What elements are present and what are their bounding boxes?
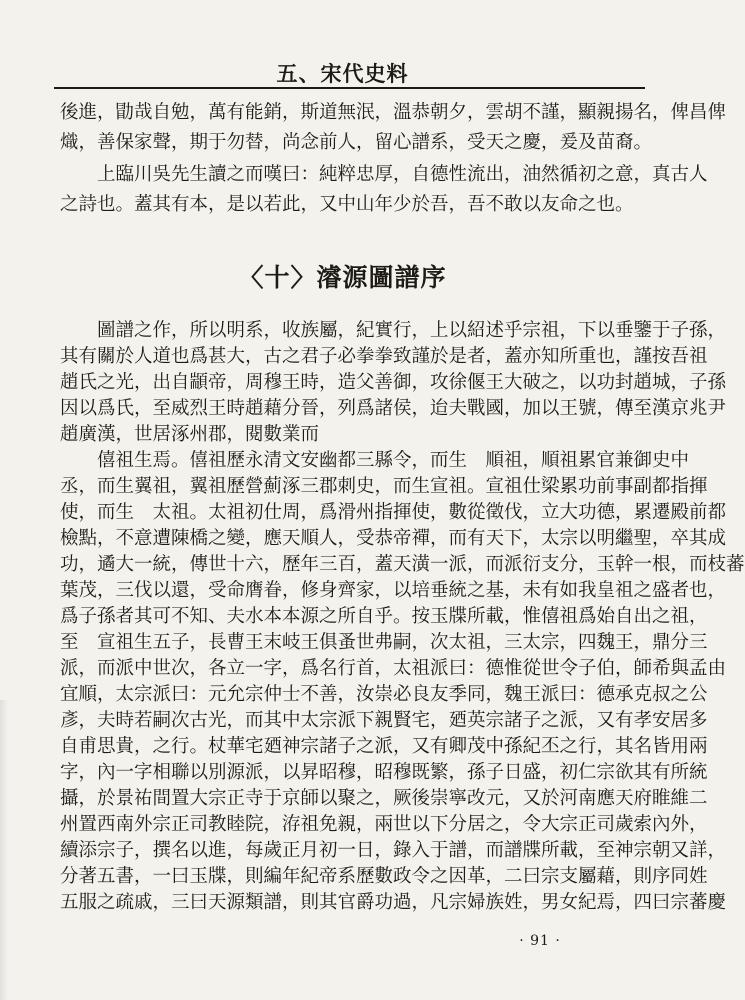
intro-line: 後進，勖哉自勉，萬有能銷，斯道無泯，溫恭朝夕，雲胡不謹，顯親揚名，俾昌俾 — [60, 102, 727, 123]
page-number: · 91 · — [519, 933, 561, 949]
body-line: 使，而生 太祖。太祖初仕周，爲滑州指揮使，數從徵伐，立大功德，累遷殿前都 — [60, 502, 727, 523]
body-line: 州置西南外宗正司教睦院，洊祖免親，兩世以下分居之，令大宗正司歲索內外， — [60, 814, 708, 835]
body-line: 因以爲氏，至威烈王時趙藉分晉，列爲諸侯，迨夫戰國，加以王號，傳至漢京兆尹 — [60, 398, 727, 419]
body-line: 續添宗子，撰名以進，每歲正月初一日，錄入于譜，而譜牒所載，至神宗朝又詳， — [60, 840, 727, 861]
body-line: 圖譜之作，所以明系，收族屬，紀實行，上以紹述乎宗祖，下以垂鑒于子孫， — [60, 320, 727, 341]
body-line: 葉茂，三伐以還，受命膺眷，修身齊家，以培垂統之基，未有如我皇祖之盛者也， — [60, 580, 727, 601]
body-line: 其有關於人道也爲甚大，古之君子必拳拳致謹於是者，蓋亦知所重也，謹按吾祖 — [60, 346, 708, 367]
header-rule — [54, 87, 645, 89]
body-line: 至 宣祖生五子，長曹王末岐王俱蚤世弗嗣，次太祖，三太宗，四魏王，鼎分三 — [60, 632, 708, 653]
body-line: 趙氏之光，出自顓帝，周穆王時，造父善御，攻徐偃王大破之，以功封趙城，子孫 — [60, 372, 727, 393]
body-line: 彥，夫時若嗣次古光，而其中太宗派下親賢宅，廼英宗諸子之派，又有孝安居多 — [60, 710, 708, 731]
scan-shadow — [0, 700, 8, 1000]
body-line: 攝，於景祐間置大宗正寺于京師以聚之，厥後崇寧改元，又於河南應天府睢維二 — [60, 788, 708, 809]
intro-line: 熾，善保家聲，期于勿替，尚念前人，留心譜系，受天之慶，爰及苗裔。 — [60, 132, 653, 153]
intro-line: 上臨川吳先生讀之而嘆曰：純粹忠厚，自德性流出，油然循初之意，真古人 — [60, 164, 708, 185]
body-line: 丞，而生翼祖，翼祖歷營薊涿三郡刺史，而生宣祖。宣祖仕梁累功前事副都指揮 — [60, 476, 708, 497]
body-line: 僖祖生焉。僖祖歷永清文安幽都三縣令，而生 順祖，順祖累官兼御史中 — [60, 450, 690, 471]
body-line: 五服之疏戚，三曰天源類譜，則其官爵功過，凡宗婦族姓，男女紀焉，四曰宗蕃慶 — [60, 892, 727, 913]
section-title: 〈十〉濬源圖譜序 — [238, 263, 447, 292]
body-line: 檢點，不意遭陳橋之變，應天順人，受恭帝禪，而有天下，太宗以明繼聖，卒其成 — [60, 528, 727, 549]
body-line: 宜順，太宗派曰：元允宗仲士不善，汝崇必良友季同，魏王派曰：德承克叔之公 — [60, 684, 708, 705]
body-line: 分著五書，一曰玉牒，則編年紀帝系歷數政令之因革，二曰宗支屬藉，則序同姓 — [60, 866, 708, 887]
intro-line: 之詩也。蓋其有本，是以若此，又中山年少於吾，吾不敢以友命之也。 — [60, 194, 634, 215]
body-line: 功，遹大一統，傳世十六，歷年三百，蓋天潢一派，而派衍支分，玉幹一根，而枝蕃 — [60, 554, 745, 575]
body-line: 字，內一字相聯以別源派，以昇昭穆，昭穆既繁，孫子日盛，初仁宗欲其有所統 — [60, 762, 708, 783]
body-line: 爲子孫者其可不知、夫水本本源之所自乎。按玉牒所載，惟僖祖爲始自出之祖， — [60, 606, 708, 627]
running-header: 五、宋代史料 — [276, 61, 409, 86]
body-line: 自甫思貴，之行。杖華宅廼神宗諸子之派，又有卿茂中孫紀丕之行，其名皆用兩 — [60, 736, 708, 757]
body-line: 派，而派中世次，各立一字，爲名行首，太祖派曰：德惟從世令子伯，師希與孟由 — [60, 658, 727, 679]
body-line: 趙廣漢，世居涿州郡，閱數業而 — [60, 424, 320, 445]
